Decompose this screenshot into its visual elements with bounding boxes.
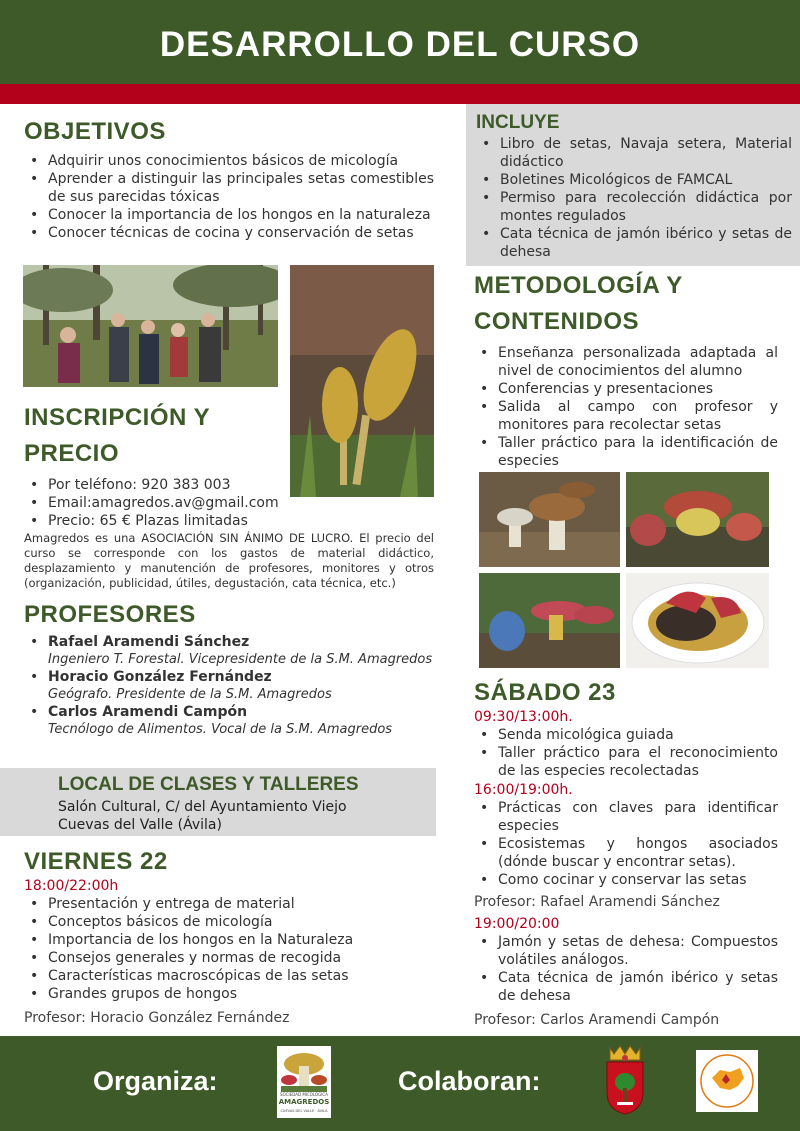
coat-of-arms-icon	[604, 1044, 646, 1116]
metodologia-list	[474, 344, 778, 470]
viernes-section	[24, 848, 434, 1027]
nonprofit-note: Amagredos es una ASOCIACIÓN SIN ÁNIMO DE LUCRO. El precio del curso se corresponde con los gastos de material didáctico, desplazamiento y manutención de profesores, monitores y otros (organización, publicidad, útiles, degustación, cata técnica, etc.)	[24, 531, 434, 590]
email-item: • Email:amagredos.av@gmail.com	[24, 494, 294, 512]
profesor-item	[24, 633, 434, 668]
sabado-profesor-3: Profesor: Carlos Aramendi Campón	[474, 1012, 720, 1028]
list-item: • Conferencias y presentaciones	[474, 380, 778, 398]
boletus-photo	[479, 472, 620, 567]
group-forest-photo	[23, 265, 278, 387]
list-item: • Salida al campo con profesor y monitores para recolectar setas	[474, 398, 778, 434]
red-divider	[0, 84, 800, 104]
sabado-title: SÁBADO 23	[474, 679, 616, 706]
viernes-time: 18:00/22:00h	[24, 878, 119, 894]
organiza-label: Organiza:	[93, 1066, 218, 1096]
metodologia-title-line2: CONTENIDOS	[474, 308, 640, 335]
list-item: • Taller práctico para la identificación de especies	[474, 434, 778, 470]
list-item: • Permiso para recolección didáctica por montes regulados	[476, 189, 792, 225]
profesor-name: • Carlos Aramendi Campón	[48, 704, 248, 720]
logo-location-text: CUEVAS DEL VALLE · ÁVILA	[280, 1109, 328, 1113]
sabado-list-1	[474, 726, 778, 780]
metodologia-title-line1: METODOLOGÍA Y	[474, 272, 683, 299]
list-item: • Conceptos básicos de micología	[24, 913, 434, 931]
sabado-section	[474, 679, 778, 1029]
list-item: • Consejos generales y normas de recogida	[24, 949, 434, 967]
red-boletus-photo	[626, 472, 769, 567]
local-address: Salón Cultural, C/ del Ayuntamiento Viejo	[58, 799, 347, 815]
blue-bolete-photo	[479, 573, 620, 668]
colaboran-label: Colaboran:	[398, 1066, 541, 1096]
profesor-desc: Geógrafo. Presidente de la S.M. Amagredos	[48, 687, 332, 702]
sabado-time-2: 16:00/19:00h.	[474, 782, 573, 798]
list-item: • Boletines Micológicos de FAMCAL	[476, 171, 792, 189]
list-item: • Conocer la importancia de los hongos en la naturaleza	[24, 206, 434, 224]
list-item: • Adquirir unos conocimientos básicos de micología	[24, 152, 434, 170]
pasta-dish-photo	[626, 573, 769, 668]
sabado-list-2	[474, 799, 778, 889]
federation-logo-icon	[696, 1050, 758, 1112]
profesor-desc: Ingeniero T. Forestal. Vicepresidente de la S.M. Amagredos	[48, 652, 433, 667]
list-item: • Conocer técnicas de cocina y conservación de setas	[24, 224, 434, 242]
list-item: • Cata técnica de jamón ibérico y setas de dehesa	[476, 225, 792, 261]
metodologia-section	[474, 268, 778, 470]
federation-logo	[696, 1050, 758, 1112]
inscripcion-list	[24, 476, 294, 530]
profesores-title: PROFESORES	[24, 601, 196, 628]
list-item: • Presentación y entrega de material	[24, 895, 434, 913]
list-item: • Grandes grupos de hongos	[24, 985, 434, 1003]
sabado-time-3: 19:00/20:00	[474, 916, 560, 932]
profesor-name: • Horacio González Fernández	[48, 669, 272, 685]
list-item: • Como cocinar y conservar las setas	[474, 871, 778, 889]
list-item: • Importancia de los hongos en la Naturaleza	[24, 931, 434, 949]
list-item: • Cata técnica de jamón ibérico y setas de dehesa	[474, 969, 778, 1005]
profesores-list	[24, 633, 434, 738]
incluye-box	[466, 104, 800, 266]
viernes-list	[24, 895, 434, 1003]
list-item: • Taller práctico para el reconocimiento de las especies recolectadas	[474, 744, 778, 780]
list-item: • Libro de setas, Navaja setera, Material didáctico	[476, 135, 792, 171]
inscripcion-title-line2: PRECIO	[24, 440, 120, 467]
sabado-time-1: 09:30/13:00h.	[474, 709, 573, 725]
viernes-title: VIERNES 22	[24, 848, 168, 875]
inscripcion-title-line1: INSCRIPCIÓN Y	[24, 404, 211, 431]
list-item: • Aprender a distinguir las principales setas comestibles de sus parecidas tóxicas	[24, 170, 434, 206]
sabado-profesor-2: Profesor: Rafael Aramendi Sánchez	[474, 894, 720, 910]
incluye-list	[476, 135, 792, 261]
list-item: • Jamón y setas de dehesa: Compuestos volátiles análogos.	[474, 933, 778, 969]
mushroom-photo	[290, 265, 434, 497]
local-box	[0, 768, 436, 836]
profesor-item	[24, 703, 434, 738]
objetivos-list	[24, 152, 434, 242]
footer-banner	[0, 1036, 800, 1131]
municipal-coat-of-arms	[604, 1044, 646, 1116]
inscripcion-section	[24, 400, 294, 530]
list-item: • Características macroscópicas de las setas	[24, 967, 434, 985]
local-city: Cuevas del Valle (Ávila)	[58, 817, 222, 833]
list-item: • Ecosistemas y hongos asociados (dónde buscar y encontrar setas).	[474, 835, 778, 871]
objetivos-section	[24, 118, 434, 242]
list-item: • Prácticas con claves para identificar especies	[474, 799, 778, 835]
amagredos-logo	[277, 1046, 331, 1118]
profesores-section	[24, 601, 434, 738]
logo-society-text: SOCIEDAD MICOLÓGICA	[280, 1092, 328, 1097]
profesor-name: • Rafael Aramendi Sánchez	[48, 634, 250, 650]
profesor-item	[24, 668, 434, 703]
price-item: • Precio: 65 € Plazas limitadas	[24, 512, 294, 530]
profesor-desc: Tecnólogo de Alimentos. Vocal de la S.M. Amagredos	[48, 722, 393, 737]
logo-amagredos-text: AMAGREDOS	[278, 1098, 330, 1106]
phone-item: • Por teléfono: 920 383 003	[24, 476, 294, 494]
sabado-list-3	[474, 933, 778, 1005]
header-banner	[0, 0, 800, 84]
page-title: DESARROLLO DEL CURSO	[159, 25, 641, 64]
list-item: • Enseñanza personalizada adaptada al nivel de conocimientos del alumno	[474, 344, 778, 380]
local-title: LOCAL DE CLASES Y TALLERES	[58, 774, 359, 795]
list-item: • Senda micológica guiada	[474, 726, 778, 744]
viernes-profesor: Profesor: Horacio González Fernández	[24, 1010, 290, 1026]
incluye-title: INCLUYE	[476, 112, 560, 133]
objetivos-title: OBJETIVOS	[24, 118, 166, 145]
